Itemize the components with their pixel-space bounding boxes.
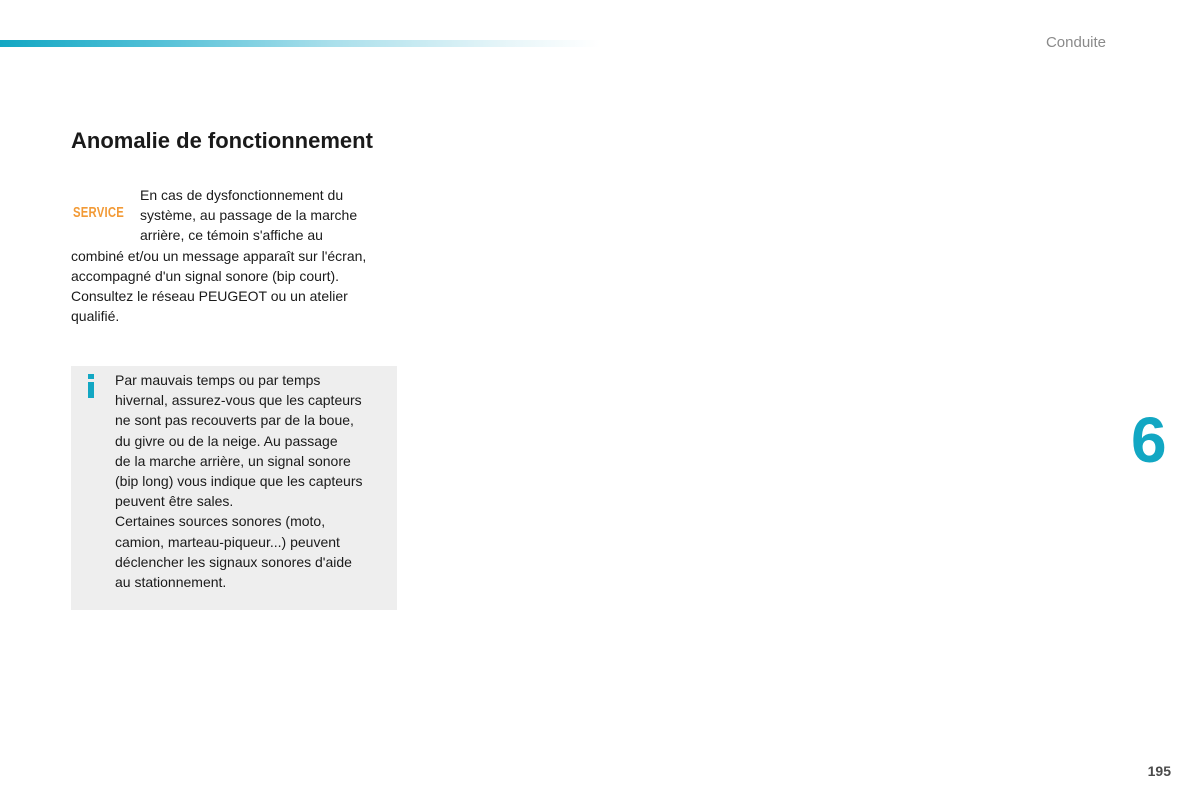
- header-accent-bar: [0, 40, 600, 47]
- info-text: [115, 370, 397, 592]
- body-line: Consultez le réseau PEUGEOT ou un atelier: [71, 288, 348, 305]
- service-warning-icon: SERVICE: [73, 205, 125, 221]
- section-label: Conduite: [1045, 34, 1106, 51]
- section-heading: Anomalie de fonctionnement: [71, 128, 373, 153]
- chapter-number: 6: [1131, 404, 1167, 476]
- body-line: accompagné d'un signal sonore (bip court).: [71, 267, 340, 284]
- info-line: (bip long) vous indique que les capteurs: [115, 473, 363, 490]
- info-line: déclencher les signaux sonores d'aide: [115, 553, 352, 570]
- info-line: peuvent être sales.: [115, 493, 234, 510]
- info-line: Par mauvais temps ou par temps: [115, 372, 321, 388]
- body-line: En cas de dysfonctionnement du: [140, 187, 344, 203]
- body-line: système, au passage de la marche: [140, 207, 358, 224]
- info-line: du givre ou de la neige. Au passage: [115, 432, 338, 449]
- info-line: Certaines sources sonores (moto,: [115, 513, 326, 530]
- info-box: [71, 366, 397, 610]
- body-line: arrière, ce témoin s'affiche au: [140, 227, 323, 244]
- body-paragraph: [71, 185, 403, 326]
- info-line: au stationnement.: [115, 574, 227, 591]
- info-line: camion, marteau-piqueur...) peuvent: [115, 533, 340, 550]
- info-line: hivernal, assurez-vous que les capteurs: [115, 392, 362, 409]
- info-icon: [85, 374, 97, 398]
- info-line: ne sont pas recouverts par de la boue,: [115, 412, 354, 429]
- info-line: de la marche arrière, un signal sonore: [115, 452, 351, 469]
- body-line: combiné et/ou un message apparaît sur l'écran,: [71, 247, 367, 264]
- page-number: 195: [1147, 763, 1171, 779]
- body-line: qualifié.: [71, 308, 120, 325]
